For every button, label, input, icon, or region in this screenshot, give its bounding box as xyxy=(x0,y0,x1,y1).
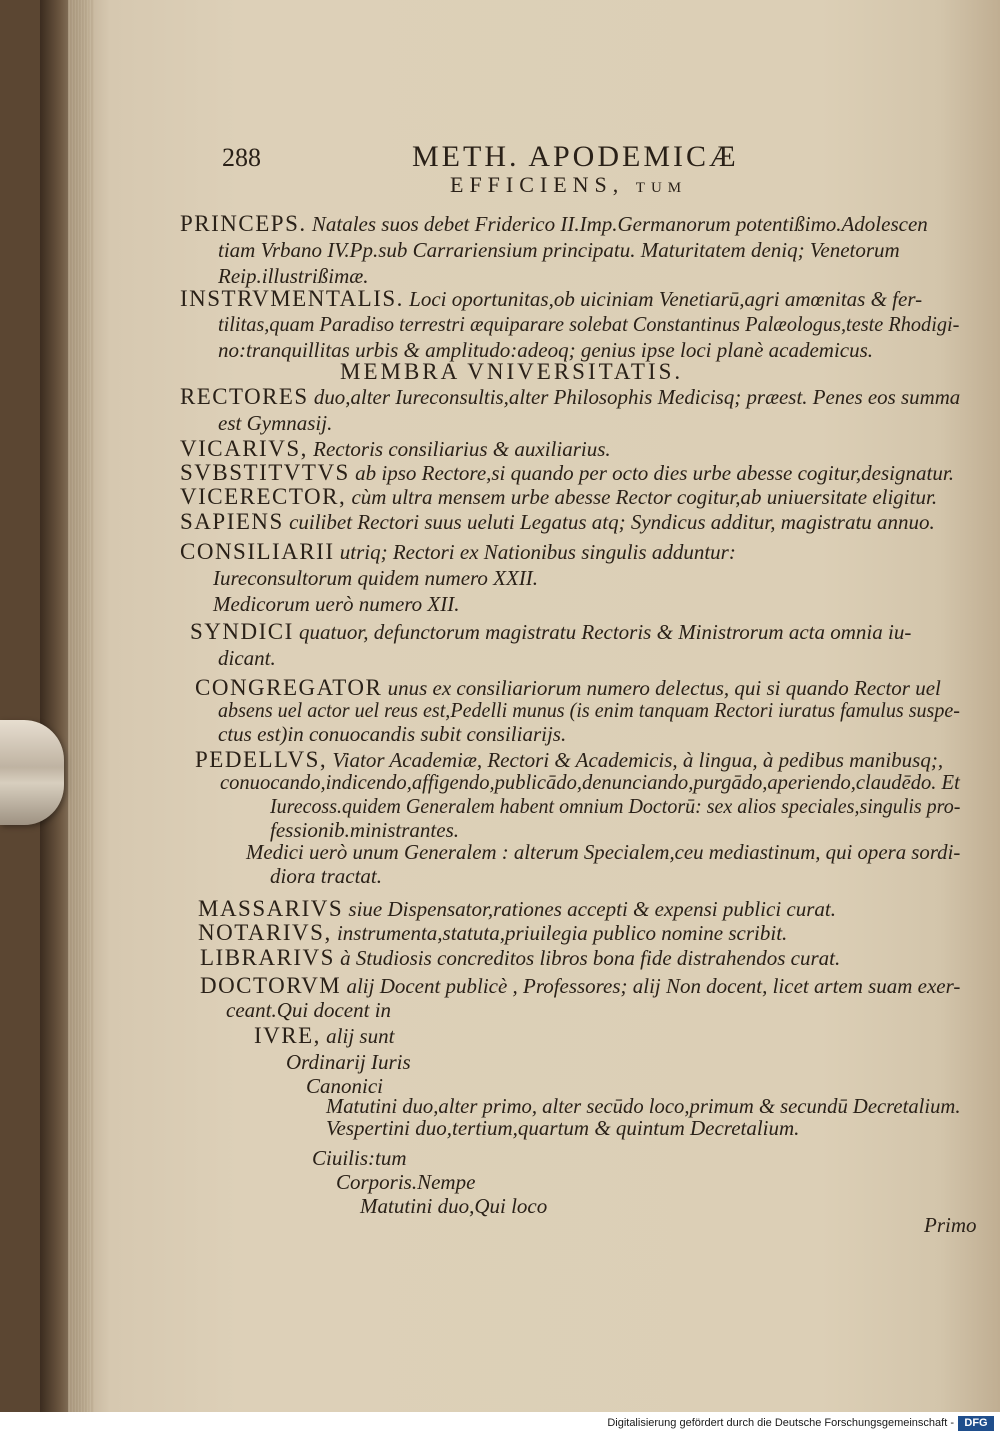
lead-word: SVBSTITVTVS xyxy=(180,460,350,485)
line-text: fessionib.ministrantes. xyxy=(270,818,460,842)
lead-word: PEDELLVS, xyxy=(195,747,328,772)
page-clip xyxy=(0,720,64,825)
lead-word: RECTORES xyxy=(180,384,309,409)
text-line xyxy=(200,974,960,997)
line-text: Viator Academiæ, Rectori & Academicis, à lingua, à pedibus manibusq;, xyxy=(332,748,944,772)
text-line xyxy=(270,820,459,841)
line-text: quatuor, defunctorum magistratu Rectoris & Ministrorum acta omnia iu- xyxy=(299,620,912,644)
text-line xyxy=(220,772,960,793)
line-text: absens uel actor uel reus est,Pedelli munus (is enim tanquam Rectori iuratus famulus suspe- xyxy=(218,698,960,722)
line-text: Canonici xyxy=(306,1074,383,1098)
lead-word: MASSARIVS xyxy=(198,896,344,921)
text-line xyxy=(218,413,332,434)
line-text: conuocando,indicendo,affigendo,publicādo,denunciando,purgādo,aperiendo,claudēdo. Et xyxy=(220,770,960,794)
text-line xyxy=(218,340,873,361)
text-line xyxy=(200,946,840,969)
text-line xyxy=(218,724,566,745)
lead-word: IVRE, xyxy=(254,1023,321,1048)
line-text: Matutini duo,alter primo, alter secūdo loco,primum & secundū Decretalium. xyxy=(326,1094,961,1118)
lead-word: CONSILIARII xyxy=(180,539,335,564)
line-text: MEMBRA VNIVERSITATIS. xyxy=(340,359,684,384)
line-text: est Gymnasij. xyxy=(218,411,333,435)
line-text: ceant.Qui docent in xyxy=(226,998,392,1022)
text-line xyxy=(218,240,900,261)
text-line xyxy=(326,1118,799,1139)
lead-word: PRINCEPS. xyxy=(180,211,307,236)
digitization-footer xyxy=(0,1412,1000,1436)
line-text: unus ex consiliariorum numero delectus, qui si quando Rector uel xyxy=(387,676,941,700)
line-text: Rectoris consiliarius & auxiliarius. xyxy=(313,437,611,461)
text-line xyxy=(198,921,787,944)
text-line xyxy=(195,748,943,771)
text-line xyxy=(180,510,935,533)
text-line xyxy=(326,1096,961,1117)
line-text: cùm ultra mensem urbe abesse Rector cogitur,ab uniuersitate eligitur. xyxy=(351,485,938,509)
text-line xyxy=(190,620,911,643)
text-line xyxy=(246,842,960,863)
line-text: diora tractat. xyxy=(270,864,383,888)
text-line xyxy=(254,1024,394,1047)
text-line xyxy=(198,897,836,920)
line-text: Iureconsultorum quidem numero XXII. xyxy=(213,566,539,590)
lead-word: CONGREGATOR xyxy=(195,675,383,700)
line-text: Medicorum uerò numero XII. xyxy=(213,592,460,616)
text-line xyxy=(312,1148,407,1169)
lead-word: DOCTORVM xyxy=(200,973,342,998)
lead-word: VICERECTOR, xyxy=(180,484,347,509)
line-text: siue Dispensator,rationes accepti & expensi publici curat. xyxy=(348,897,836,921)
line-text: Ordinarij Iuris xyxy=(286,1050,411,1074)
text-line xyxy=(213,594,460,615)
line-text: alij Docent publicè , Professores; alij Non docent, licet artem suam exer- xyxy=(346,974,961,998)
lead-word: SYNDICI xyxy=(190,619,294,644)
text-line xyxy=(180,437,611,460)
line-text: no:tranquillitas urbis & amplitudo:adeoq; genius ipse loci planè academicus. xyxy=(218,338,874,362)
lead-word: NOTARIVS, xyxy=(198,920,332,945)
text-line xyxy=(270,796,960,817)
text-line xyxy=(218,700,960,721)
text-line xyxy=(218,266,369,287)
section-heading xyxy=(340,360,683,383)
book-page xyxy=(40,0,1000,1412)
lead-word: VICARIVS, xyxy=(180,436,308,461)
text-line xyxy=(180,385,960,408)
line-text: Iurecoss.quidem Generalem habent omnium Doctorū: sex alios speciales,singulis pro- xyxy=(270,794,961,818)
line-text: Medici uerò unum Generalem : alterum Specialem,ceu mediastinum, qui opera sordi- xyxy=(246,840,961,864)
text-line xyxy=(270,866,382,887)
text-line xyxy=(360,1196,547,1217)
line-text: ctus est)in conuocandis subit consiliarijs. xyxy=(218,722,567,746)
line-text: cuilibet Rectori suus ueluti Legatus atq; Syndicus additur, magistratu annuo. xyxy=(289,510,935,534)
running-head: METH. APODEMICÆ xyxy=(412,140,739,173)
text-line xyxy=(336,1172,475,1193)
line-text: Natales suos debet Friderico II.Imp.Germanorum potentißimo.Adolescen xyxy=(311,212,928,236)
text-line xyxy=(180,461,954,484)
line-text: Vespertini duo,tertium,quartum & quintum Decretalium. xyxy=(326,1116,800,1140)
line-text: Matutini duo,Qui loco xyxy=(360,1194,548,1218)
line-text: Ciuilis:tum xyxy=(312,1146,407,1170)
text-line xyxy=(226,1000,391,1021)
line-text: ab ipso Rectore,si quando per octo dies urbe abesse cogitur,designatur. xyxy=(355,461,954,485)
line-text: dicant. xyxy=(218,646,276,670)
line-text: Reip.illustrißimæ. xyxy=(218,264,369,288)
page-number: 288 xyxy=(222,143,261,172)
line-text: utriq; Rectori ex Nationibus singulis adduntur: xyxy=(339,540,736,564)
text-line xyxy=(180,485,937,508)
text-line xyxy=(180,212,928,235)
line-text: tilitas,quam Paradiso terrestri æquiparare solebat Constantinus Palæologus,teste Rhodigi- xyxy=(218,312,960,336)
page-edges xyxy=(68,0,94,1412)
text-line xyxy=(180,287,922,310)
line-text: tiam Vrbano IV.Pp.sub Carrariensium principatu. Maturitatem deniq; Venetorum xyxy=(218,238,900,262)
text-line xyxy=(180,540,736,563)
line-text: alij sunt xyxy=(326,1024,395,1048)
text-line xyxy=(218,314,959,335)
footer-credit: Digitalisierung gefördert durch die Deutsche Forschungsgemeinschaft - xyxy=(607,1417,954,1429)
text-line xyxy=(218,648,276,669)
lead-word: INSTRVMENTALIS. xyxy=(180,286,404,311)
line-text: duo,alter Iureconsultis,alter Philosophis Medicisq; præest. Penes eos summa xyxy=(313,385,961,409)
lead-word: SAPIENS xyxy=(180,509,284,534)
line-text: Corporis.Nempe xyxy=(336,1170,476,1194)
section-caption: EFFICIENS, tum xyxy=(450,172,688,197)
text-line xyxy=(213,568,538,589)
line-text: Loci oportunitas,ob uiciniam Venetiarū,agri amœnitas & fer- xyxy=(409,287,923,311)
catchword: Primo xyxy=(924,1213,977,1237)
line-text: à Studiosis concreditos libros bona fide distrahendos curat. xyxy=(340,946,841,970)
text-line xyxy=(195,676,941,699)
dfg-logo: DFG xyxy=(958,1416,994,1431)
line-text: instrumenta,statuta,priuilegia publico nomine scribit. xyxy=(336,921,788,945)
text-line xyxy=(286,1052,411,1073)
lead-word: LIBRARIVS xyxy=(200,945,335,970)
